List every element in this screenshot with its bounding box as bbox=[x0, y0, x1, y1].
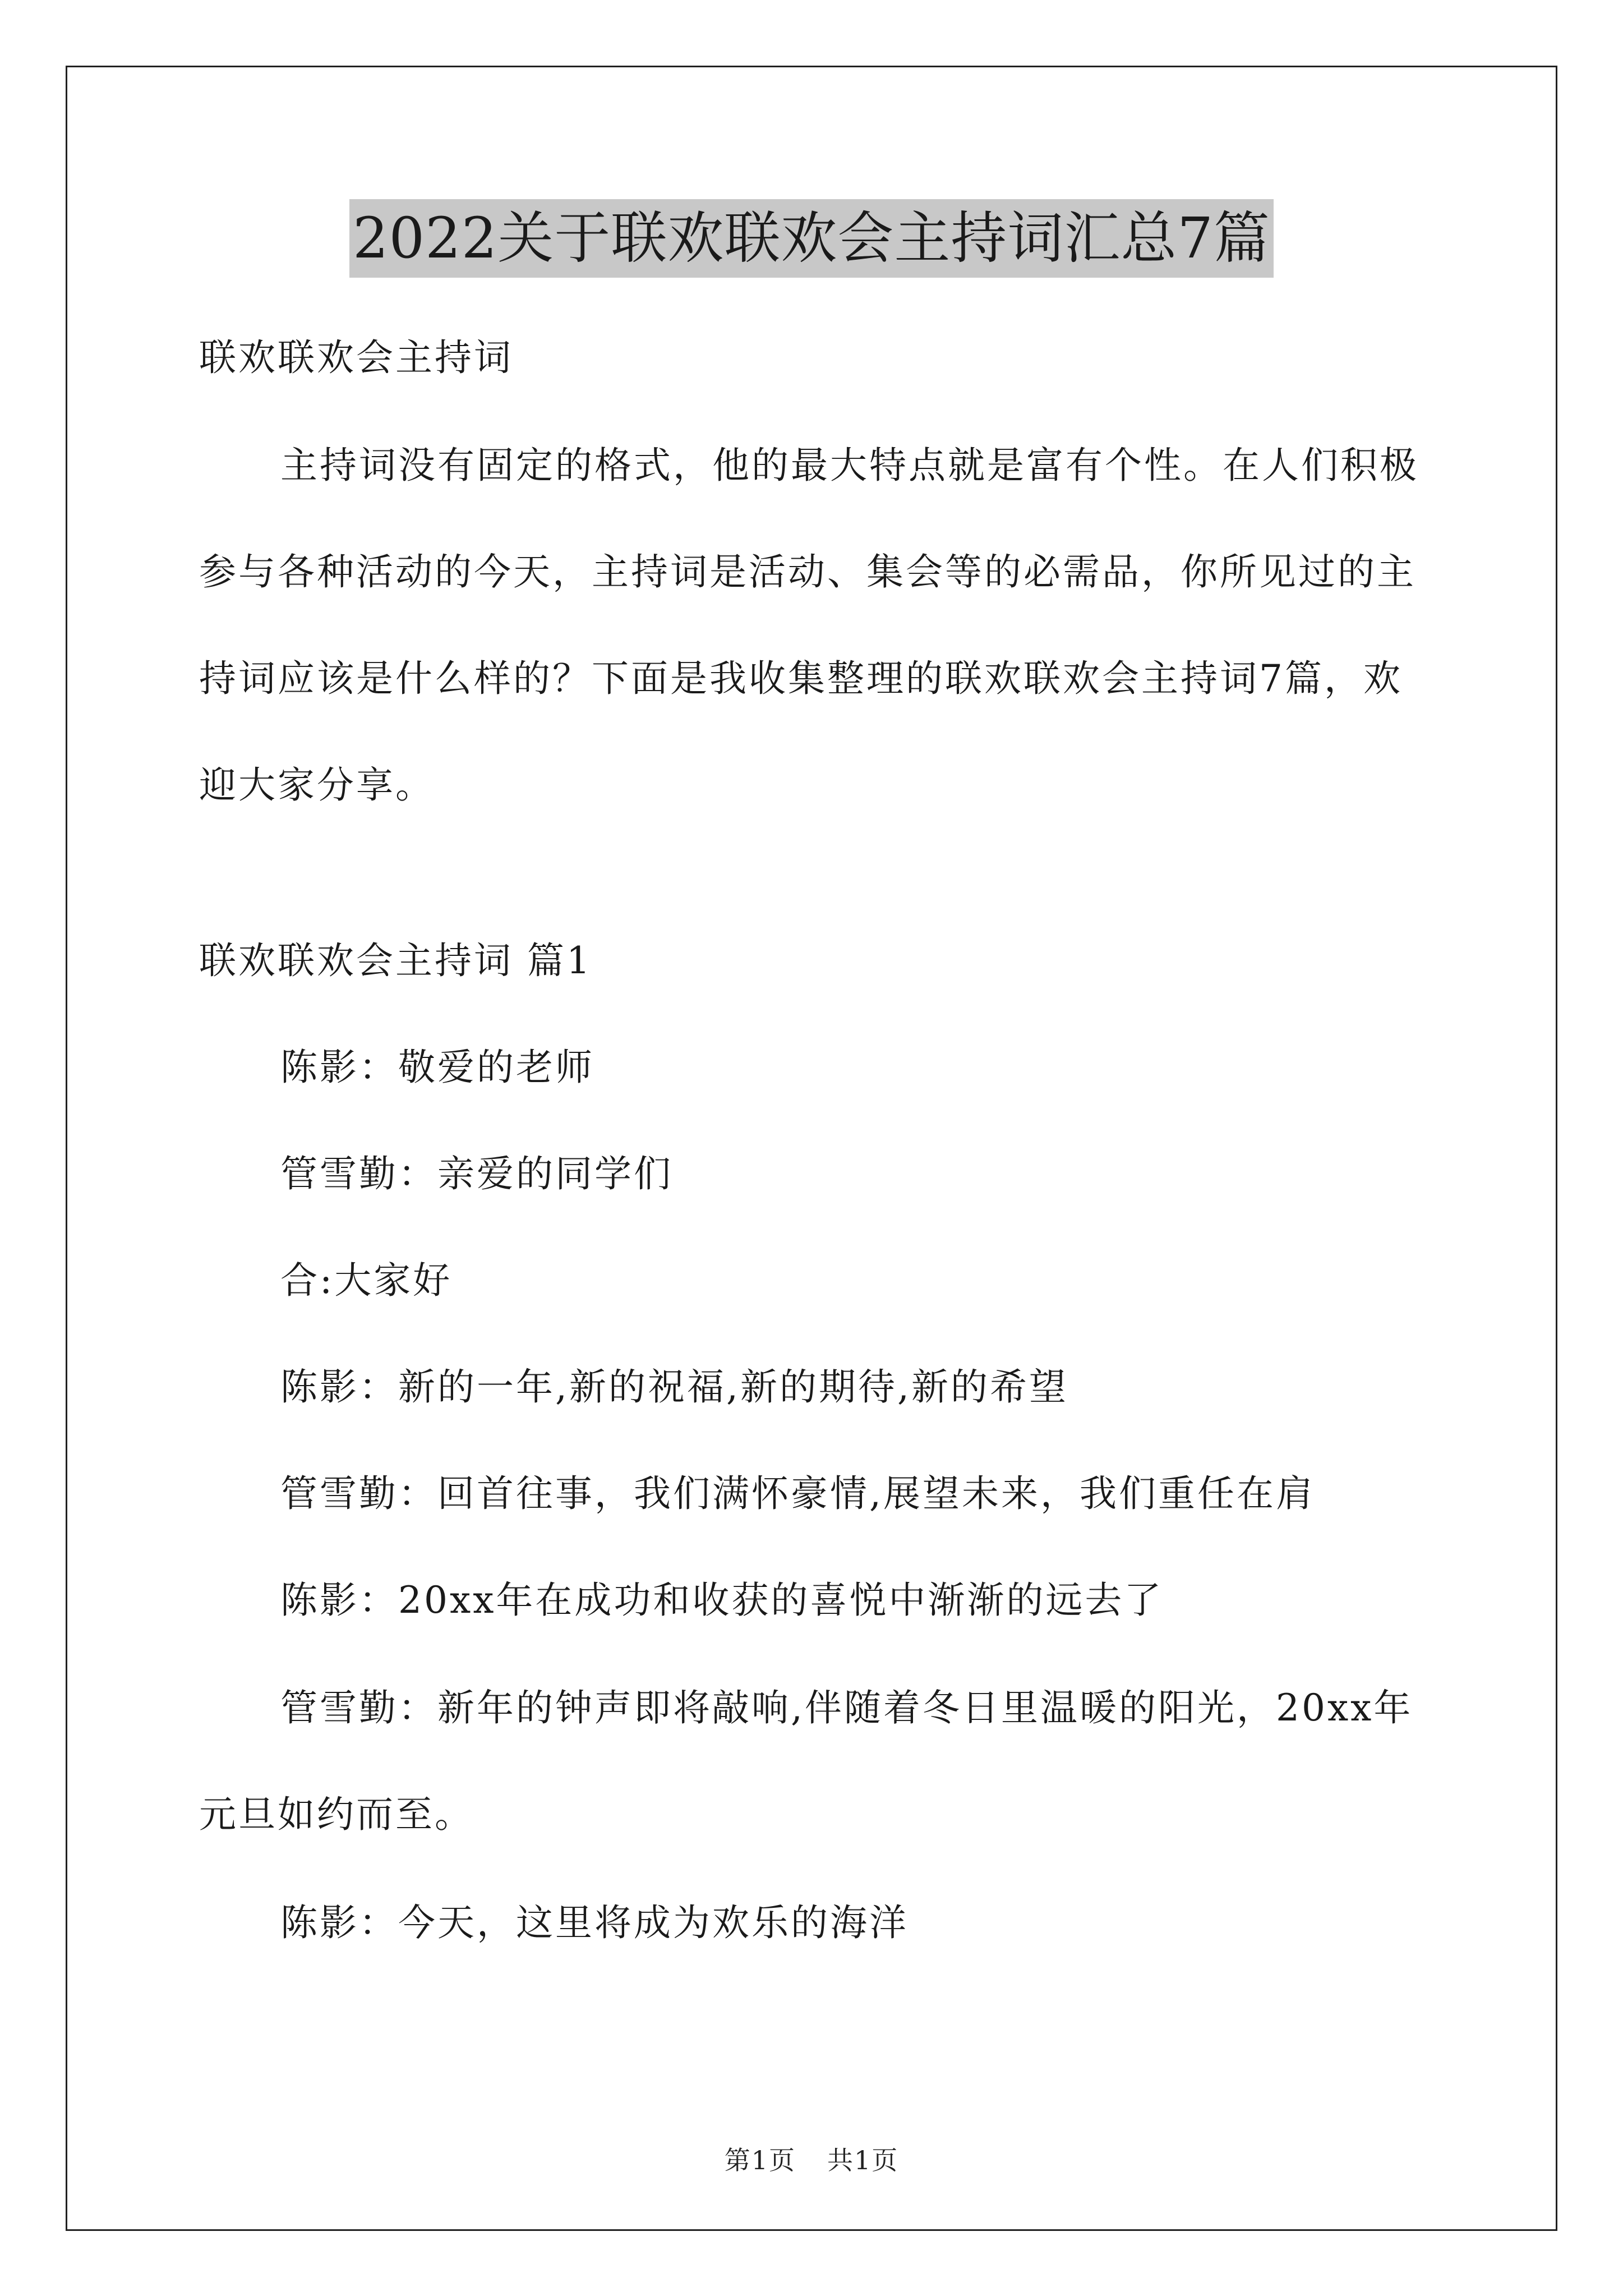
script-line: 陈影：敬爱的老师 bbox=[280, 1046, 594, 1089]
script-line: 管雪勤：亲爱的同学们 bbox=[280, 1152, 673, 1195]
script-line: 管雪勤：新年的钟声即将敲响,伴随着冬日里温暖的阳光，20xx年元旦如约而至。 bbox=[199, 1686, 1413, 1836]
section-title: 联欢联欢会主持词 篇1 bbox=[199, 939, 592, 982]
intro-paragraph: 主持词没有固定的格式，他的最大特点就是富有个性。在人们积极参与各种活动的今天，主持词是活动、集会等的必需品，你所见过的主持词应该是什么样的？下面是我收集整理的联欢联欢会主持词7篇，欢迎大家分享。 bbox=[199, 444, 1419, 807]
script-line: 陈影：今天，这里将成为欢乐的海洋 bbox=[280, 1901, 909, 1944]
script-line: 陈影：新的一年,新的祝福,新的期待,新的希望 bbox=[280, 1365, 1068, 1409]
script-line: 管雪勤：回首往事，我们满怀豪情,展望未来，我们重任在肩 bbox=[280, 1472, 1315, 1515]
heading: 联欢联欢会主持词 bbox=[199, 336, 513, 379]
page-number: 第1页 bbox=[724, 2145, 796, 2175]
script-line: 合:大家好 bbox=[280, 1259, 453, 1302]
document-body bbox=[199, 331, 1438, 2003]
script-line: 陈影：20xx年在成功和收获的喜悦中渐渐的远去了 bbox=[280, 1579, 1164, 1622]
page-total: 共1页 bbox=[827, 2145, 899, 2175]
document-title: 2022关于联欢联欢会主持词汇总7篇 bbox=[349, 199, 1274, 278]
page-footer bbox=[0, 2140, 1623, 2177]
document-title-wrap bbox=[0, 199, 1623, 278]
